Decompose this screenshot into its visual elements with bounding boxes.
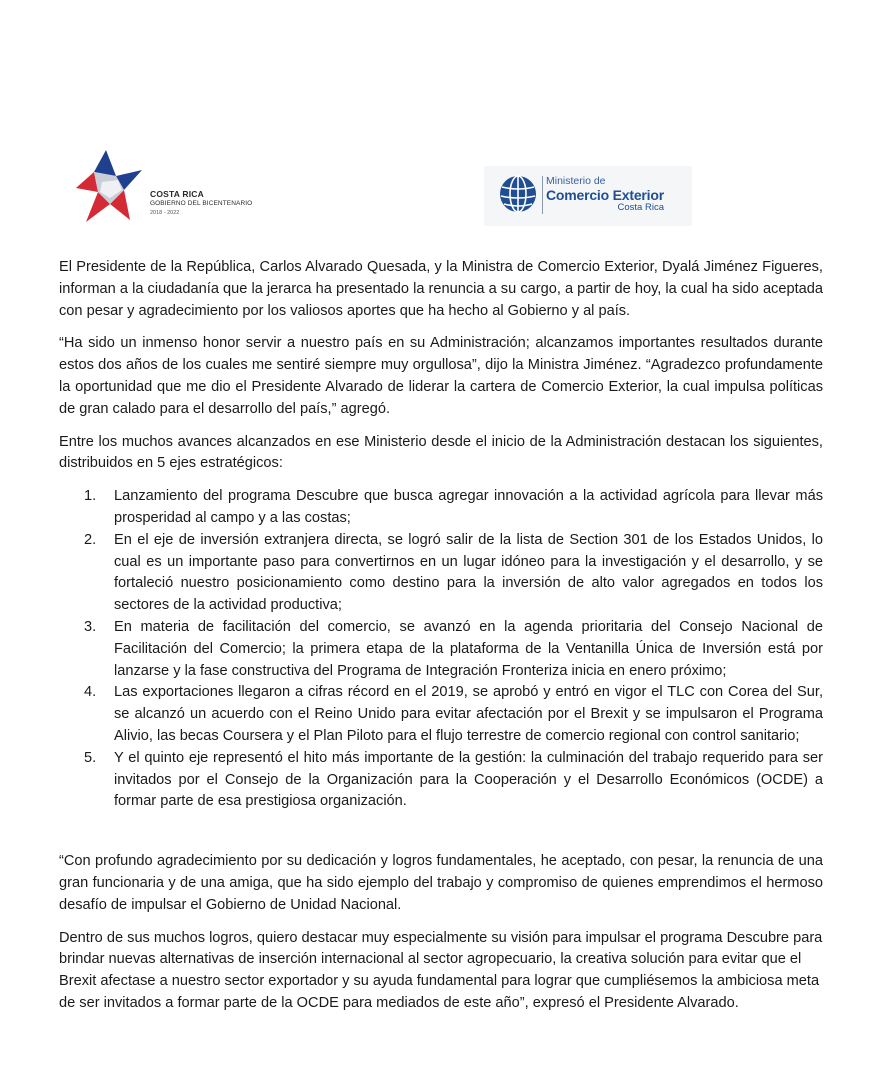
list-item-number: 1. [84, 488, 97, 505]
list-item-number: 5. [84, 749, 97, 766]
ministry-logo [484, 166, 692, 226]
list-item [59, 486, 823, 530]
ministry-logo-line3: Costa Rica [617, 201, 664, 213]
list-item [59, 748, 823, 813]
globe-icon [498, 174, 538, 214]
paragraph-minister-quote: “Ha sido un inmenso honor servir a nuestro país en su Administración; alcanzamos importantes resultados durante estos dos años de los cuales me sentiré siempre muy orgullosa”, dijo la Ministra Jiménez. “Agradezco profundamente la oportunidad que me dio el Presidente Alvarado de liderar la cartera de Comercio Exterior, la cual impulsa políticas de gran calado para el desarrollo del país,” agregó. [59, 335, 823, 417]
ministry-logo-line2: Comercio Exterior [546, 186, 664, 203]
gov-bicentenario-logo [72, 148, 272, 228]
ministry-logo-line1: Ministerio de [546, 175, 606, 187]
list-item-text: Las exportaciones llegaron a cifras récord en el 2019, se aprobó y entró en vigor el TLC con Corea del Sur, se alcanzó un acuerdo con el Reino Unido para evitar afectación por el Brexit y se impulsaron el Programa Alivio, las becas Coursera y el Plan Piloto para el flujo terrestre de comercio regional con control sanitario; [114, 684, 823, 744]
paragraph-achievements-intro: Entre los muchos avances alcanzados en ese Ministerio desde el inicio de la Administración destacan los siguientes, distribuidos en 5 ejes estratégicos: [59, 433, 823, 472]
gov-logo-years: 2018 - 2022 [150, 209, 180, 216]
paragraph-announcement: El Presidente de la República, Carlos Alvarado Quesada, y la Ministra de Comercio Exterior, Dyalá Jiménez Figueres, informan a la ciudadanía que la jerarca ha presentado la renuncia a su cargo, a partir de hoy, la cual ha sido aceptada con pesar y agradecimiento por los valiosos aportes que ha hecho al Gobierno y al país. [59, 259, 823, 319]
list-item-text: En materia de facilitación del comercio, se avanzó en la agenda prioritaria del Consejo Nacional de Facilitación del Comercio; la primera etapa de la plataforma de la Ventanilla Única de Inversión está por lanzarse y la fase constructiva del Programa de Integración Fronteriza inicia en enero próximo; [114, 618, 823, 679]
strategic-axes-list [59, 486, 823, 813]
gov-logo-title: COSTA RICA [150, 189, 204, 199]
list-item-number: 2. [84, 531, 97, 548]
press-release-body [59, 257, 823, 1026]
list-item [59, 530, 823, 617]
gov-logo-subtitle: GOBIERNO DEL BICENTENARIO [150, 199, 253, 207]
paragraph-president-quote: “Con profundo agradecimiento por su dedicación y logros fundamentales, he aceptado, con pesar, la renuncia de una gran funcionaria y de una amiga, que ha sido ejemplo del trabajo y compromiso de quienes emprendimos el hermoso desafío de impulsar el Gobierno de Unidad Nacional. [59, 853, 823, 913]
list-item-text: Lanzamiento del programa Descubre que busca agregar innovación a la actividad agrícola para llevar más prosperidad al campo y a las costas; [114, 488, 823, 526]
ministry-logo-divider [542, 176, 543, 214]
ministry-logo-text [546, 176, 664, 212]
list-item-number: 3. [84, 618, 97, 635]
gov-logo-text [150, 190, 252, 217]
list-item [59, 682, 823, 747]
list-item [59, 617, 823, 682]
list-item-number: 4. [84, 684, 97, 701]
star-emblem-icon [72, 148, 150, 228]
section-spacer [59, 813, 823, 851]
list-item-text: Y el quinto eje representó el hito más importante de la gestión: la culminación del trabajo requerido para ser invitados por el Consejo de la Organización para la Cooperación y el Desarrollo Económicos (OCDE) a formar parte de esa prestigiosa organización. [114, 749, 823, 810]
list-item-text: En el eje de inversión extranjera directa, se logró salir de la lista de Section 301 de los Estados Unidos, lo cual es un importante paso para convertirnos en un lugar idóneo para la investigación y el desarrollo, y se fortaleció nuestro posicionamiento como destino para la inversión de alto valor agregados en todos los sectores de la actividad productiva; [114, 531, 823, 614]
paragraph-president-closing: Dentro de sus muchos logros, quiero destacar muy especialmente su visión para impulsar el programa Descubre para brindar nuevas alternativas de inserción internacional al sector agropecuario, la creativa solución para evitar que el Brexit afectase a nuestro sector exportador y su ayuda fundamental para lograr que cumpliésemos la ambiciosa meta de ser invitados a formar parte de la OCDE para mediados de este año”, expresó el Presidente Alvarado. [59, 929, 823, 1011]
